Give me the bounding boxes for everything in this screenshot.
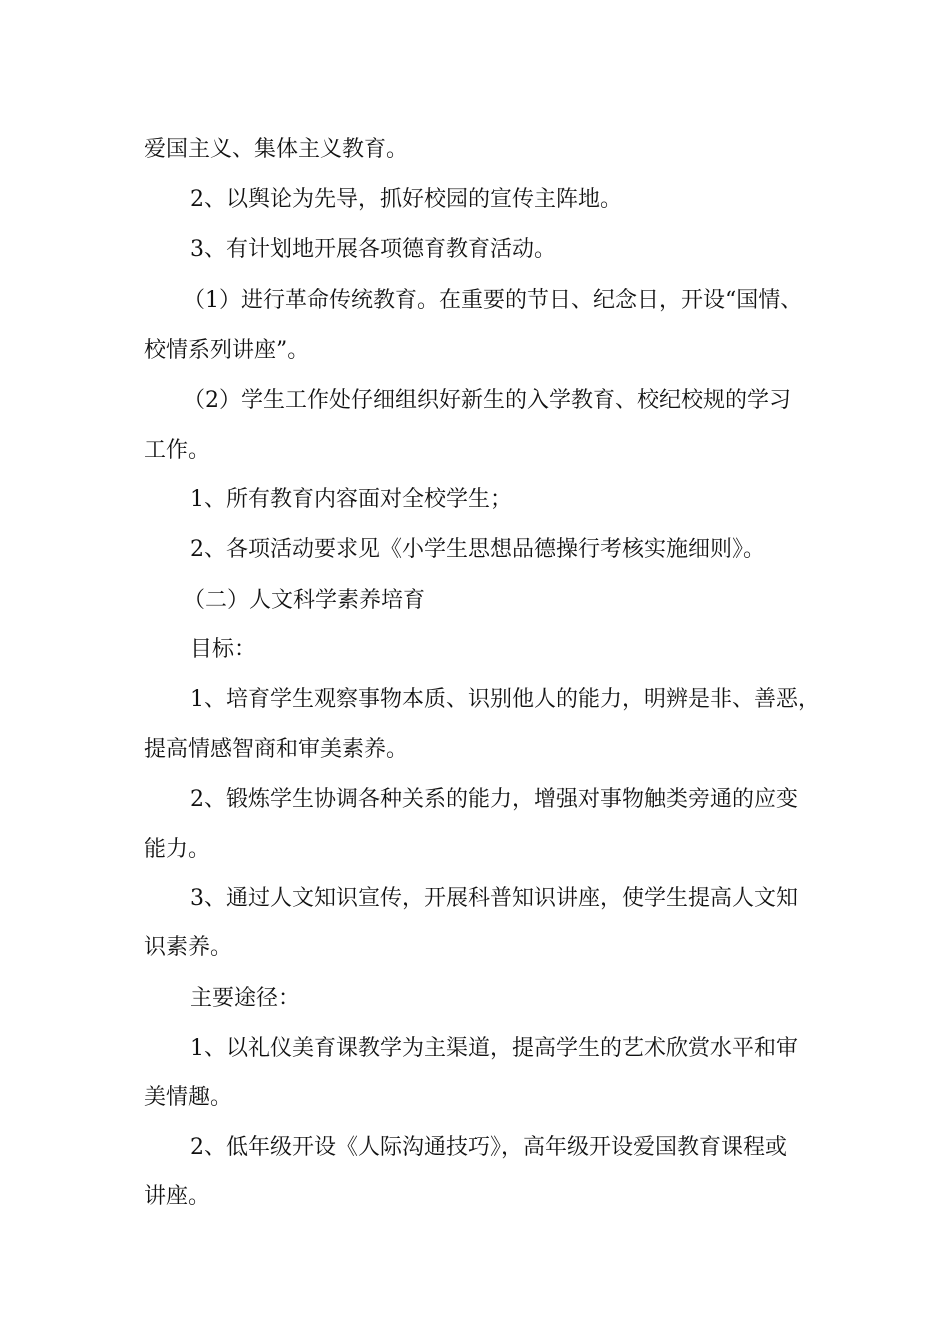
paragraph-line: 识素养。 <box>144 935 233 960</box>
paragraph-line: 爱国主义、集体主义教育。 <box>144 137 409 162</box>
paragraph-line: 1、所有教育内容面对全校学生； <box>190 487 512 512</box>
paragraph-line: 能力。 <box>144 837 211 862</box>
paragraph-line: 提高情感智商和审美素养。 <box>144 737 409 762</box>
subheading: 目标： <box>190 637 257 662</box>
paragraph-line: 1、培育学生观察事物本质、识别他人的能力，明辨是非、善恶， <box>190 687 820 712</box>
paragraph-line: （1）进行革命传统教育。在重要的节日、纪念日，开设“国情、 <box>183 288 803 313</box>
paragraph-line: 2、低年级开设《人际沟通技巧》，高年级开设爱国教育课程或 <box>190 1135 787 1160</box>
paragraph-line: 工作。 <box>144 438 211 463</box>
paragraph-line: 3、有计划地开展各项德育教育活动。 <box>190 237 556 262</box>
paragraph-line: 3、通过人文知识宣传，开展科普知识讲座，使学生提高人文知 <box>190 886 798 911</box>
paragraph-line: （2）学生工作处仔细组织好新生的入学教育、校纪校规的学习 <box>183 388 791 413</box>
paragraph-line: 校情系列讲座”。 <box>144 338 310 363</box>
paragraph-line: 1、以礼仪美育课教学为主渠道，提高学生的艺术欣赏水平和审 <box>190 1036 798 1061</box>
section-heading: （二）人文科学素养培育 <box>183 588 426 613</box>
paragraph-line: 讲座。 <box>144 1184 211 1209</box>
paragraph-line: 美情趣。 <box>144 1085 233 1110</box>
paragraph-line: 2、锻炼学生协调各种关系的能力，增强对事物触类旁通的应变 <box>190 787 798 812</box>
paragraph-line: 2、各项活动要求见《小学生思想品德操行考核实施细则》。 <box>190 537 765 562</box>
subheading: 主要途径： <box>190 986 301 1011</box>
paragraph-line: 2、以舆论为先导，抓好校园的宣传主阵地。 <box>190 187 622 212</box>
